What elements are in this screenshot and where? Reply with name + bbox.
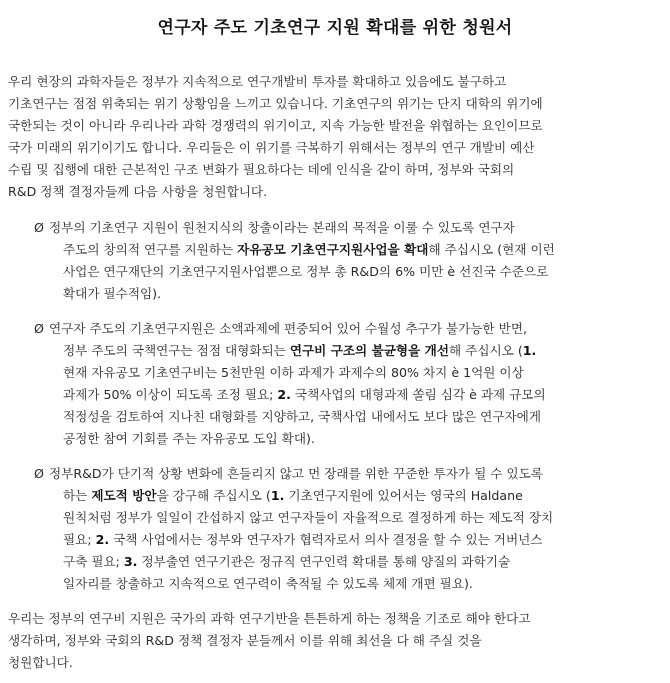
intro-line: 우리 현장의 과학자들은 정부가 지속적으로 연구개발비 투자를 확대하고 있음에도 불구하고 xyxy=(8,74,507,89)
text-segment: 현재 자유공모 기초연구비는 5천만원 이하 과제가 과제수의 80% 차지 è 1억원 이상 xyxy=(63,365,524,380)
bullet-1-line xyxy=(49,219,515,237)
text-segment: 기초연구지원에 있어서는 영국의 Haldane xyxy=(284,488,523,503)
text-segment: 적정성을 검토하여 지나친 대형화를 지양하고, 국책사업 내에서도 보다 많은 연구자에게 xyxy=(63,409,541,424)
bullet-2-line xyxy=(49,320,527,338)
text-segment: 정부출연 연구기관은 정규직 연구인력 확대를 통해 양질의 과학기술 xyxy=(137,554,511,569)
bullet-marker: Ø xyxy=(34,220,44,235)
bullet-3-line xyxy=(63,553,510,571)
intro-line: R&D 정책 결정자들께 다음 사항을 청원합니다. xyxy=(8,184,268,199)
bullet-3-line xyxy=(63,531,542,549)
bullet-3-line xyxy=(63,509,553,527)
text-segment: 구축 필요; xyxy=(63,554,124,569)
text-segment: 해 주십시오 (현재 이런 xyxy=(428,242,555,257)
text-segment: 확대가 필수적임). xyxy=(63,286,162,301)
bullet-marker: Ø xyxy=(34,466,44,481)
bold-text: 자유공모 기초연구지원사업을 확대 xyxy=(237,242,429,257)
bullet-3-line xyxy=(49,465,543,483)
text-segment: 국책 사업에서는 정부와 연구자가 협력자로서 의사 결정을 할 수 있는 거버넌스 xyxy=(109,532,543,547)
document-title: 연구자 주도 기초연구 지원 확대를 위한 청원서 xyxy=(157,18,513,38)
text-segment: 정부 주도의 국책연구는 점점 대형화되는 xyxy=(63,343,290,358)
text-segment: 원칙처럼 정부가 일일이 간섭하지 않고 연구자들이 자율적으로 결정하게 하는 제도적 장치 xyxy=(63,510,554,525)
text-segment: 하는 xyxy=(63,488,92,503)
bold-text: 3. xyxy=(123,554,138,569)
closing-line: 생각하며, 정부와 국회의 R&D 정책 결정자 분들께서 이를 위해 최선을 다 해 주실 것을 xyxy=(8,633,482,648)
bullet-2-line xyxy=(63,386,546,404)
bold-text: 연구비 구조의 불균형을 개선 xyxy=(289,343,449,358)
intro-line: 수립 및 집행에 대한 근본적인 구조 변화가 필요하다는 데에 인식을 같이 하며, 정부와 국회의 xyxy=(8,162,515,177)
text-segment: 정부R&D가 단기적 상황 변화에 흔들리지 않고 먼 장래를 위한 꾸준한 투자가 될 수 있도록 xyxy=(49,466,543,481)
intro-line: 기초연구는 점점 위축되는 위기 상황임을 느끼고 있습니다. 기초연구의 위기는 단지 대학의 위기에 xyxy=(8,96,543,111)
bullet-2-line xyxy=(63,342,536,360)
closing-line: 우리는 정부의 연구비 지원은 국가의 과학 연구기반을 튼튼하게 하는 정책을 기조로 해야 한다고 xyxy=(8,611,531,626)
bullet-2-line xyxy=(63,408,541,426)
bullet-marker: Ø xyxy=(34,321,44,336)
bullet-1-line xyxy=(63,263,548,281)
text-segment: 을 강구해 주십시오 ( xyxy=(156,488,271,503)
bold-text: 2. xyxy=(95,532,110,547)
intro-line: 국한되는 것이 아니라 우리나라 과학 경쟁력의 위기이고, 지속 가능한 발전을 위협하는 요인이므로 xyxy=(8,118,543,133)
bullet-3-line xyxy=(63,575,473,593)
bold-text: 제도적 방안 xyxy=(91,488,157,503)
text-segment: 연구자 주도의 기초연구지원은 소액과제에 편중되어 있어 수월성 추구가 불가능한 반면, xyxy=(49,321,527,336)
text-segment: 일자리를 창출하고 지속적으로 연구력이 축적될 수 있도록 체제 개편 필요). xyxy=(63,576,473,591)
text-segment: 해 주십시오 ( xyxy=(448,343,523,358)
bullet-2-line xyxy=(63,430,315,448)
text-segment: 정부의 기초연구 지원이 원천지식의 창출이라는 본래의 목적을 이룰 수 있도록 연구자 xyxy=(49,220,515,235)
text-segment: 필요; xyxy=(63,532,96,547)
text-segment: 주도의 창의적 연구를 지원하는 xyxy=(63,242,238,257)
bullet-1-line xyxy=(63,285,161,303)
bold-text: 2. xyxy=(277,387,291,402)
bold-text: 1. xyxy=(522,343,537,358)
bold-text: 1. xyxy=(270,488,285,503)
intro-line: 국가 미래의 위기이기도 합니다. 우리들은 이 위기를 극복하기 위해서는 정부의 연구 개발비 예산 xyxy=(8,140,535,155)
text-segment: 국책사업의 대형과제 쏠림 심각 è 과제 규모의 xyxy=(290,387,546,402)
bullet-1-line xyxy=(63,241,555,259)
bullet-3-line xyxy=(63,487,523,505)
closing-line: 청원합니다. xyxy=(8,655,73,670)
text-segment: 과제가 50% 이상이 되도록 조정 필요; xyxy=(63,387,278,402)
bullet-2-line xyxy=(63,364,524,382)
text-segment: 공정한 참여 기회를 주는 자유공모 도입 확대). xyxy=(63,431,315,446)
text-segment: 사업은 연구재단의 기초연구지원사업뿐으로 정부 총 R&D의 6% 미만 è 선진국 수준으로 xyxy=(63,264,549,279)
